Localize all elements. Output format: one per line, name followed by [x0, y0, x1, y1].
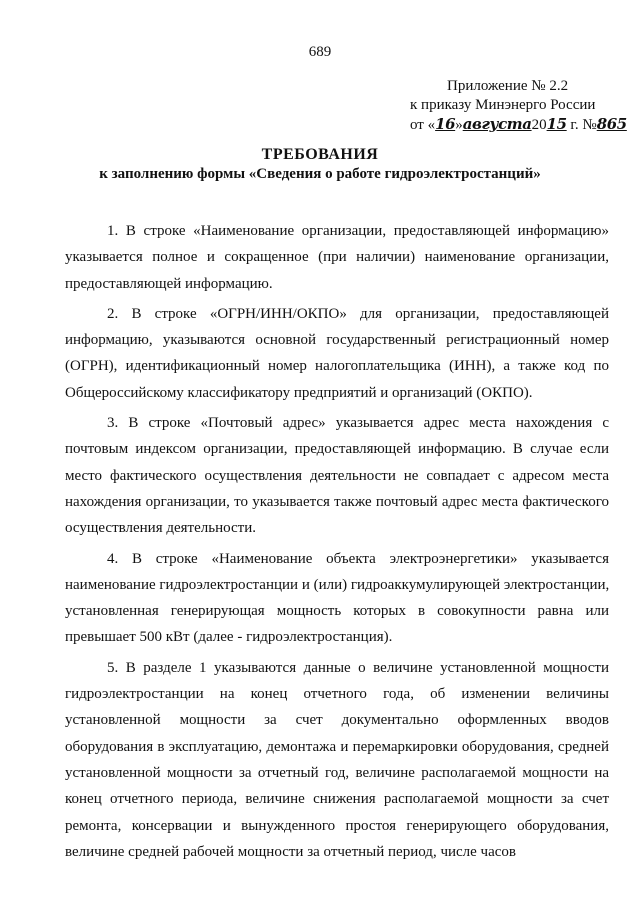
paragraph-line: установленной мощности за отчетный год, величине располагаемой мощности на	[65, 764, 609, 781]
paragraph-line: гидроэлектростанции на конец отчетного года, об изменении величины	[65, 686, 609, 703]
paragraph-line: место фактического осуществления деятельности не совпадает с адресом места	[65, 467, 609, 484]
paragraph-line: наименование гидроэлектростанции и (или) гидроаккумулирующей электростанции,	[65, 576, 610, 593]
appendix-title: Приложение № 2.2	[447, 78, 569, 94]
year-suffix: г. №	[566, 117, 597, 133]
paragraph-5	[65, 655, 609, 865]
paragraph-line: 5. В разделе 1 указываются данные о величине установленной мощности	[107, 659, 609, 676]
paragraph-line: почтовым индексом организации, предоставляющей информацию. В случае если	[65, 441, 609, 458]
appendix-order-reference: к приказу Минэнерго России	[410, 97, 596, 113]
page-number: 689	[308, 44, 332, 60]
paragraph-line: 1. В строке «Наименование организации, предоставляющей информацию»	[107, 223, 609, 239]
paragraph-line: установленной мощности за счет документально оформленных вводов	[65, 712, 609, 729]
paragraph-line: величине средней рабочей мощности за отчетный период, числе часов	[65, 843, 517, 860]
paragraph-1	[65, 218, 609, 297]
paragraph-line: предоставляющей информацию.	[65, 275, 273, 292]
paragraph-line: конец отчетного периода, величине снижения располагаемой мощности за счет	[65, 791, 609, 808]
paragraph-line: 2. В строке «ОГРН/ИНН/ОКПО» для организации, предоставляющей	[107, 305, 609, 322]
appendix-block	[400, 77, 627, 135]
paragraph-line: (ОГРН), идентификационный номер налогоплательщика (ИНН), а также код по	[65, 358, 609, 375]
handwritten-day: 16	[435, 115, 456, 133]
paragraph-line: Общероссийскому классификатору предприятий и организаций (ОКПО).	[65, 384, 533, 401]
paragraph-line: ремонта, консервации и вынужденного простоя генерирующего оборудования,	[65, 817, 609, 834]
paragraph-line: осуществления деятельности.	[65, 520, 256, 537]
handwritten-month: августа	[462, 115, 532, 133]
paragraph-line: указывается полное и сокращенное (при наличии) наименование организации,	[65, 249, 609, 266]
paragraph-line: 4. В строке «Наименование объекта электроэнергетики» указывается	[107, 550, 609, 567]
paragraph-2	[65, 301, 609, 406]
document-subtitle: к заполнению формы «Сведения о работе гидроэлектростанций»	[99, 166, 541, 182]
date-prefix: от «	[410, 117, 436, 133]
date-quote: »	[455, 117, 463, 133]
document-heading	[0, 145, 640, 184]
document-title: ТРЕБОВАНИЯ	[261, 146, 379, 163]
paragraph-line: нахождения организации, то указывается также почтовый адрес места фактического	[65, 493, 609, 510]
year-prefix: 20	[531, 117, 547, 133]
paragraph-3	[65, 410, 609, 541]
handwritten-order-number: 865	[596, 115, 627, 133]
appendix-order-date-number	[400, 115, 627, 135]
document-body	[65, 218, 609, 869]
paragraph-line: информацию, указываются основной государственный регистрационный номер	[65, 332, 609, 349]
paragraph-4	[65, 546, 609, 651]
paragraph-line: превышает 500 кВт (далее - гидроэлектростанция).	[65, 629, 393, 646]
paragraph-line: 3. В строке «Почтовый адрес» указывается адрес места нахождения с	[107, 415, 609, 432]
handwritten-year: 15	[546, 115, 567, 133]
paragraph-line: установленная генерирующая мощность которых в совокупности равна или	[65, 603, 609, 620]
paragraph-line: оборудования в эксплуатацию, демонтажа и перемаркировки оборудования, средней	[65, 738, 609, 755]
